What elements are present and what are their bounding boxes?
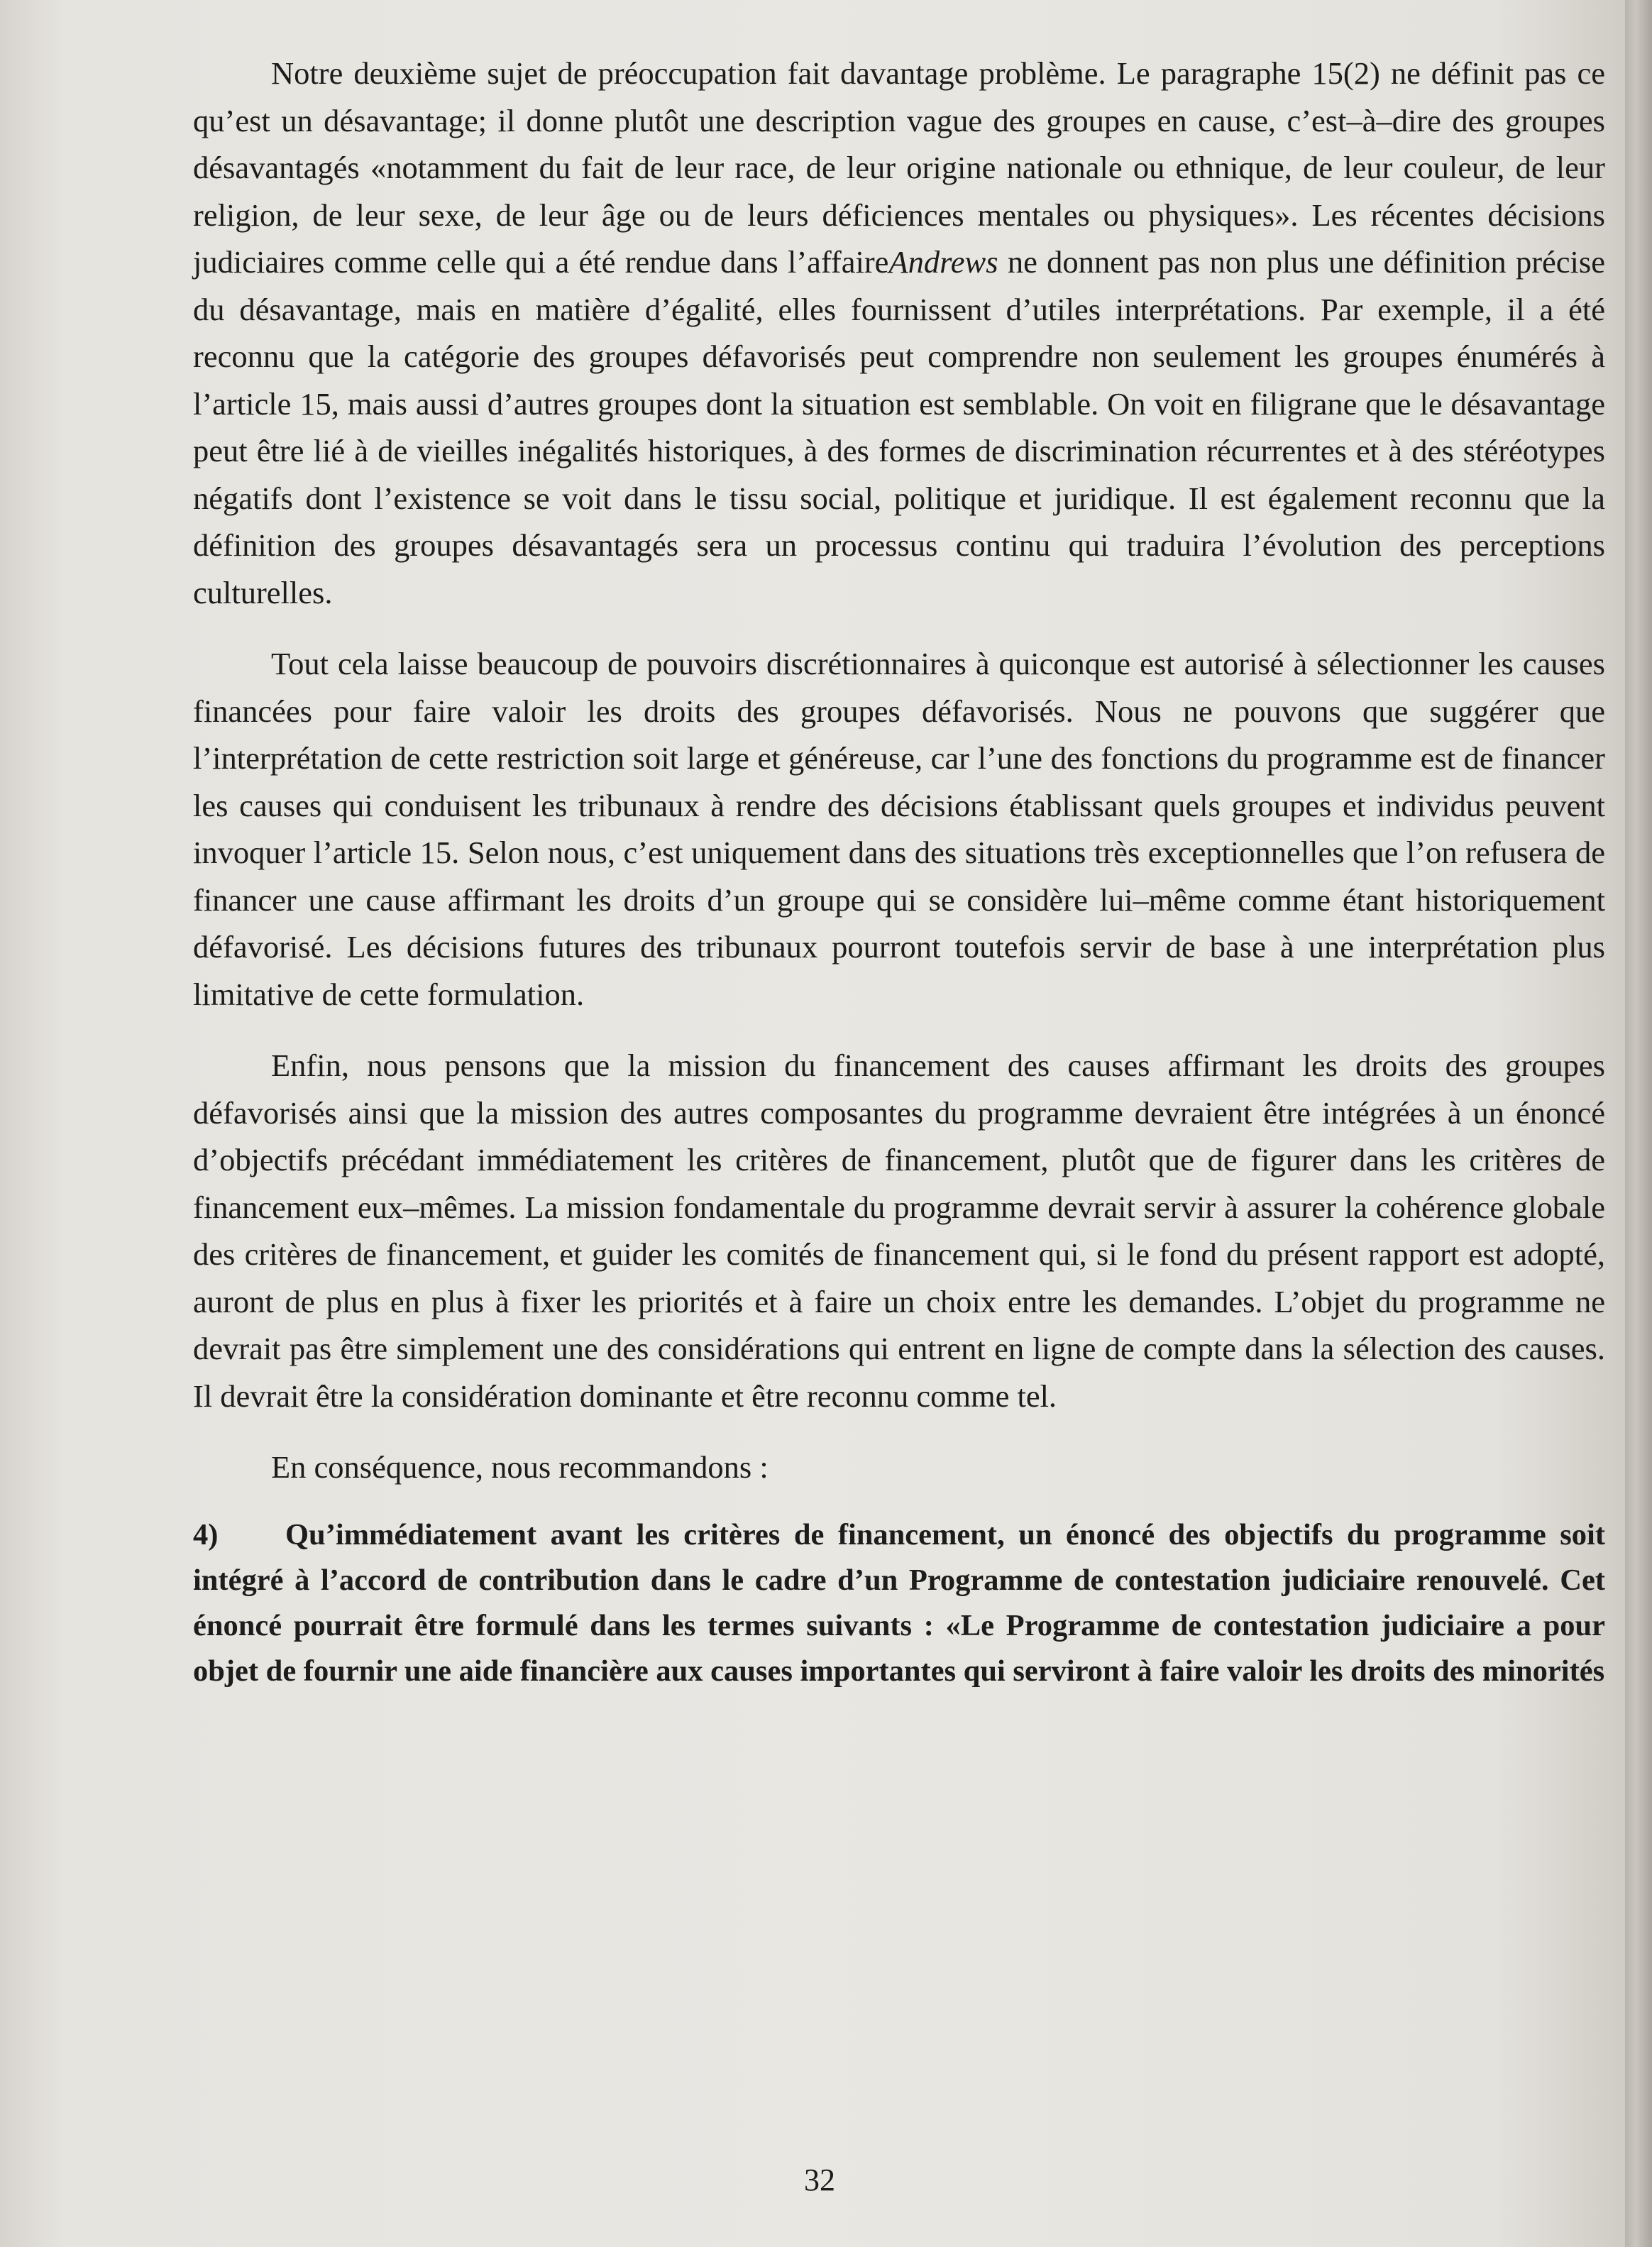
book-page-edge <box>1625 0 1652 2247</box>
recommendation-text: Qu’immédiatement avant les critères de financement, un énoncé des objectifs du programme soit intégré à l’accord de contribution dans le cadre d’un Programme de contestation judiciaire renouvelé. Cet énoncé pourrait être formulé dans les termes suivants : «Le Programme de contestation judiciaire a pour objet de fournir une aide financière aux causes importantes qui serviront à faire valoir les droits des minorités <box>193 1517 1605 1688</box>
paragraph-disadvantage-definition: Notre deuxième sujet de préoccupation fait davantage problème. Le paragraphe 15(2) ne définit pas ce qu’est un désavantage; il donne plutôt une description vague des groupes en cause, c’est–à–dire des groupes désavantagés «notamment du fait de leur race, de leur origine nationale ou ethnique, de leur couleur, de leur religion, de leur sexe, de leur âge ou de leurs déficiences mentales ou physiques». Les récentes décisions judiciaires comme celle qui a été rendue dans l’affaireAndrews ne donnent pas non plus une définition précise du désavantage, mais en matière d’égalité, elles fournissent d’utiles interprétations. Par exemple, il a été reconnu que la catégorie des groupes défavorisés peut comprendre non seulement les groupes énumérés à l’article 15, mais aussi d’autres groupes dont la situation est semblable. On voit en filigrane que le désavantage peut être lié à de vieilles inégalités historiques, à des formes de discrimination récurrentes et à des stéréotypes négatifs dont l’existence se voit dans le tissu social, politique et juridique. Il est également reconnu que la définition des groupes désavantagés sera un processus continu qui traduira l’évolution des perceptions culturelles. <box>193 55 1605 610</box>
paragraph-recommendation-intro: En conséquence, nous recommandons : <box>271 1449 769 1485</box>
paragraph-mission-statement: Enfin, nous pensons que la mission du financement des causes affirmant les droits des groupes défavorisés ainsi que la mission des autres composantes du programme devraient être intégrées à un énoncé d’objectifs précédant immédiatement les critères de financement, plutôt que de figurer dans les critères de financement eux–mêmes. La mission fondamentale du programme devrait servir à assurer la cohérence globale des critères de financement, et guider les comités de financement qui, si le fond du présent rapport est adopté, auront de plus en plus à fixer les priorités et à faire un choix entre les demandes. L’objet du programme ne devrait pas être simplement une des considérations qui entrent en ligne de compte dans la sélection des causes. Il devrait être la considération dominante et être reconnu comme tel. <box>193 1048 1605 1414</box>
body-text <box>193 50 1605 1694</box>
page-number: 32 <box>804 2163 835 2197</box>
paragraph-discretionary-powers: Tout cela laisse beaucoup de pouvoirs discrétionnaires à quiconque est autorisé à sélectionner les causes financées pour faire valoir les droits des groupes défavorisés. Nous ne pouvons que suggérer que l’interprétation de cette restriction soit large et généreuse, car l’une des fonctions du programme est de financer les causes qui conduisent les tribunaux à rendre des décisions établissant quels groupes et individus peuvent invoquer l’article 15. Selon nous, c’est uniquement dans des situations très exceptionnelles que l’on refusera de financer une cause affirmant les droits d’un groupe qui se considère lui–même comme étant historiquement défavorisé. Les décisions futures des tribunaux pourront toutefois servir de base à une interprétation plus limitative de cette formulation. <box>193 646 1605 1012</box>
recommendation-4 <box>193 1512 1605 1694</box>
recommendation-number: 4) <box>193 1517 219 1551</box>
case-name-italic: Andrews <box>888 244 998 280</box>
